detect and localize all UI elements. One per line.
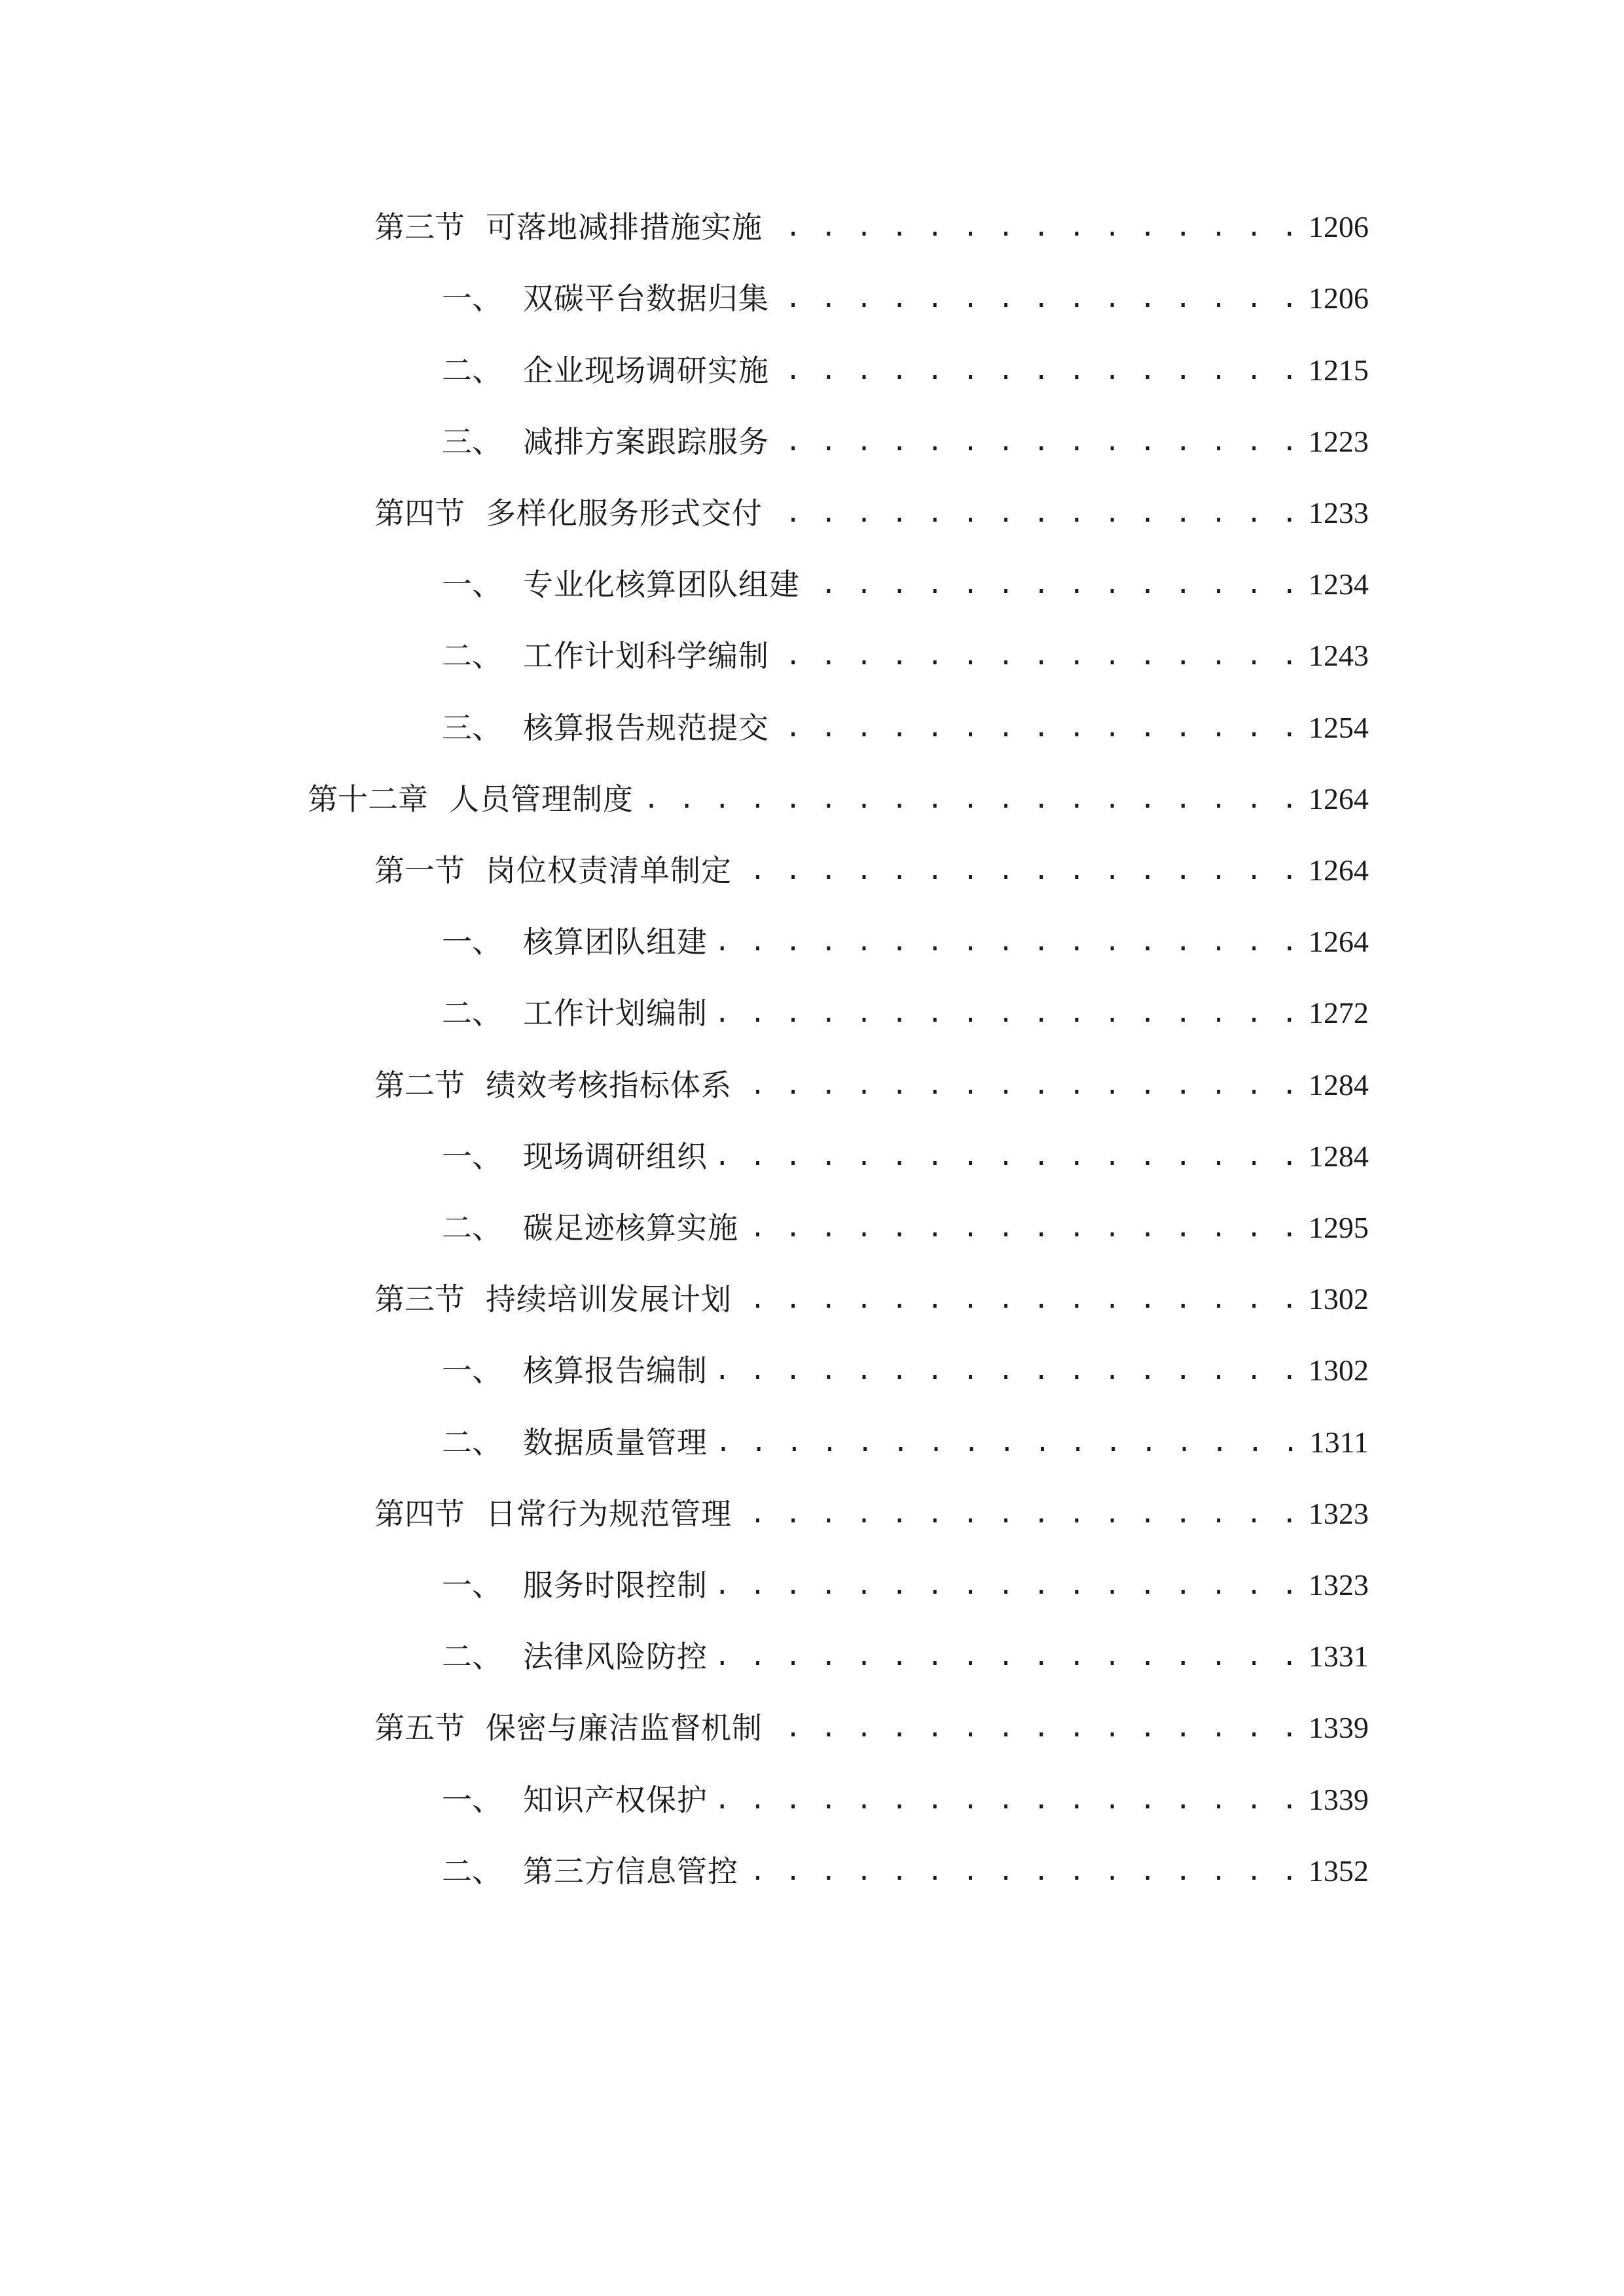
- toc-entry-title: 核算团队组建: [523, 924, 708, 960]
- toc-entry-page: 1295: [1308, 1211, 1369, 1244]
- toc-entry[interactable]: [374, 1488, 1369, 1540]
- dot-leader: [714, 1130, 1299, 1183]
- toc-entry-title: 持续培训发展计划: [486, 1282, 732, 1317]
- toc-entry-page: 1264: [1308, 853, 1369, 887]
- toc-entry-title: 可落地减排措施实施: [486, 209, 763, 245]
- dot-leader: [769, 1702, 1299, 1754]
- toc-entry[interactable]: [442, 1344, 1369, 1397]
- toc-entry[interactable]: [442, 272, 1369, 325]
- toc-entry-title: 岗位权责清单制定: [486, 853, 732, 888]
- toc-entry[interactable]: [374, 1702, 1369, 1754]
- toc-entry[interactable]: [374, 1273, 1369, 1325]
- toc-entry-title: 日常行为规范管理: [486, 1496, 732, 1532]
- dot-leader: [714, 1630, 1299, 1683]
- toc-entry-prefix: 二、: [442, 353, 502, 388]
- dot-leader: [806, 558, 1299, 611]
- toc-entry-page: 1339: [1308, 1711, 1369, 1744]
- dot-leader: [738, 1488, 1299, 1540]
- toc-entry-page: 1243: [1308, 639, 1369, 672]
- toc-entry[interactable]: [442, 1130, 1369, 1183]
- dot-leader: [738, 1059, 1299, 1111]
- toc-entry-page: 1206: [1308, 281, 1369, 315]
- dot-leader: [714, 1559, 1299, 1611]
- toc-entry-prefix: 二、: [442, 996, 502, 1031]
- toc-entry-page: 1302: [1308, 1354, 1369, 1387]
- toc-entry[interactable]: [374, 201, 1369, 253]
- toc-entry-prefix: 三、: [442, 424, 502, 459]
- toc-entry-title: 减排方案跟踪服务: [523, 424, 769, 459]
- toc-entry-page: 1284: [1308, 1139, 1369, 1173]
- dot-leader: [745, 1845, 1299, 1897]
- toc-entry[interactable]: [442, 1559, 1369, 1611]
- toc-entry-title: 核算报告规范提交: [523, 710, 769, 745]
- toc-entry-prefix: 一、: [442, 567, 502, 602]
- toc-entry[interactable]: [442, 1845, 1369, 1897]
- toc-entry-page: 1352: [1308, 1854, 1369, 1888]
- toc-entry-page: 1264: [1308, 925, 1369, 958]
- toc-entry-prefix: 一、: [442, 924, 502, 960]
- toc-entry-title: 双碳平台数据归集: [523, 281, 769, 316]
- toc-entry-title: 人员管理制度: [449, 781, 634, 817]
- toc-entry-prefix: 第三节: [374, 1282, 465, 1317]
- toc-entry-title: 工作计划编制: [523, 996, 708, 1031]
- toc-entry-prefix: 第一节: [374, 853, 465, 888]
- toc-entry-title: 第三方信息管控: [523, 1854, 738, 1889]
- toc-entry-prefix: 第十二章: [308, 781, 428, 817]
- toc-entry-page: 1323: [1308, 1568, 1369, 1602]
- toc-entry[interactable]: [442, 1202, 1369, 1254]
- toc-entry[interactable]: [442, 916, 1369, 968]
- toc-entry-prefix: 第四节: [374, 1496, 465, 1532]
- toc-entry-page: 1264: [1308, 782, 1369, 816]
- toc-entry-page: 1272: [1308, 996, 1369, 1030]
- toc-entry-page: 1234: [1308, 567, 1369, 601]
- toc-entry-page: 1323: [1308, 1497, 1369, 1530]
- dot-leader: [769, 201, 1299, 253]
- toc-entry-prefix: 一、: [442, 1782, 502, 1818]
- toc-entry-title: 数据质量管理: [523, 1425, 708, 1460]
- toc-entry[interactable]: [442, 344, 1369, 397]
- toc-entry[interactable]: [374, 487, 1369, 539]
- toc-entry-title: 服务时限控制: [523, 1568, 708, 1603]
- toc-entry-title: 现场调研组织: [523, 1139, 708, 1174]
- toc-entry-page: 1284: [1308, 1068, 1369, 1102]
- toc-entry[interactable]: [442, 987, 1369, 1039]
- toc-entry[interactable]: [442, 1416, 1369, 1469]
- toc-entry-prefix: 三、: [442, 710, 502, 745]
- toc-entry-title: 法律风险防控: [523, 1639, 708, 1674]
- toc-entry-page: 1339: [1308, 1783, 1369, 1816]
- toc-entry[interactable]: [442, 1774, 1369, 1826]
- toc-entry-page: 1331: [1308, 1640, 1369, 1673]
- toc-entry-page: 1233: [1308, 496, 1369, 529]
- dot-leader: [714, 987, 1299, 1039]
- toc-entry-title: 绩效考核指标体系: [486, 1067, 732, 1103]
- toc-entry-page: 1254: [1308, 711, 1369, 744]
- toc-entry-prefix: 二、: [442, 1639, 502, 1674]
- toc-entry[interactable]: [442, 416, 1369, 468]
- dot-leader: [714, 1344, 1299, 1397]
- toc-entry-prefix: 二、: [442, 1210, 502, 1246]
- toc-entry-prefix: 一、: [442, 1353, 502, 1388]
- toc-entry-title: 碳足迹核算实施: [523, 1210, 738, 1246]
- toc-entry-page: 1311: [1309, 1426, 1369, 1459]
- toc-entry-title: 核算报告编制: [523, 1353, 708, 1388]
- toc-entry-prefix: 第三节: [374, 209, 465, 245]
- toc-entry-page: 1215: [1308, 353, 1369, 387]
- toc-entry-title: 知识产权保护: [523, 1782, 708, 1818]
- toc-entry-prefix: 二、: [442, 1854, 502, 1889]
- dot-leader: [769, 487, 1299, 539]
- dot-leader: [714, 1774, 1299, 1826]
- toc-entry[interactable]: [308, 773, 1369, 825]
- toc-entry-title: 专业化核算团队组建: [523, 567, 800, 602]
- dot-leader: [714, 916, 1299, 968]
- toc-entry-prefix: 第五节: [374, 1710, 465, 1746]
- toc-entry-prefix: 一、: [442, 1139, 502, 1174]
- dot-leader: [776, 272, 1299, 325]
- toc-entry[interactable]: [374, 1059, 1369, 1111]
- dot-leader: [776, 702, 1299, 754]
- toc-entry-prefix: 一、: [442, 281, 502, 316]
- toc-entry-prefix: 一、: [442, 1568, 502, 1603]
- dot-leader: [714, 1416, 1301, 1469]
- toc-entry-prefix: 第四节: [374, 495, 465, 531]
- toc-entry-prefix: 第二节: [374, 1067, 465, 1103]
- dot-leader: [776, 416, 1299, 468]
- dot-leader: [776, 630, 1299, 682]
- toc-entry[interactable]: [442, 630, 1369, 682]
- toc-entry[interactable]: [374, 844, 1369, 897]
- dot-leader: [738, 844, 1299, 897]
- toc-entry[interactable]: [442, 1630, 1369, 1683]
- dot-leader: [776, 344, 1299, 397]
- toc-entry-page: 1206: [1308, 210, 1369, 243]
- toc-entry-title: 保密与廉洁监督机制: [486, 1710, 763, 1746]
- toc-entry-prefix: 二、: [442, 638, 502, 673]
- toc-entry-title: 多样化服务形式交付: [486, 495, 763, 531]
- toc-entry-page: 1302: [1308, 1282, 1369, 1316]
- toc-entry-title: 企业现场调研实施: [523, 353, 769, 388]
- dot-leader: [738, 1273, 1299, 1325]
- toc-entry-title: 工作计划科学编制: [523, 638, 769, 673]
- dot-leader: [745, 1202, 1299, 1254]
- dot-leader: [640, 773, 1299, 825]
- toc-entry[interactable]: [442, 558, 1369, 611]
- toc-entry[interactable]: [442, 702, 1369, 754]
- toc-entry-prefix: 二、: [442, 1425, 502, 1460]
- toc-entry-page: 1223: [1308, 425, 1369, 458]
